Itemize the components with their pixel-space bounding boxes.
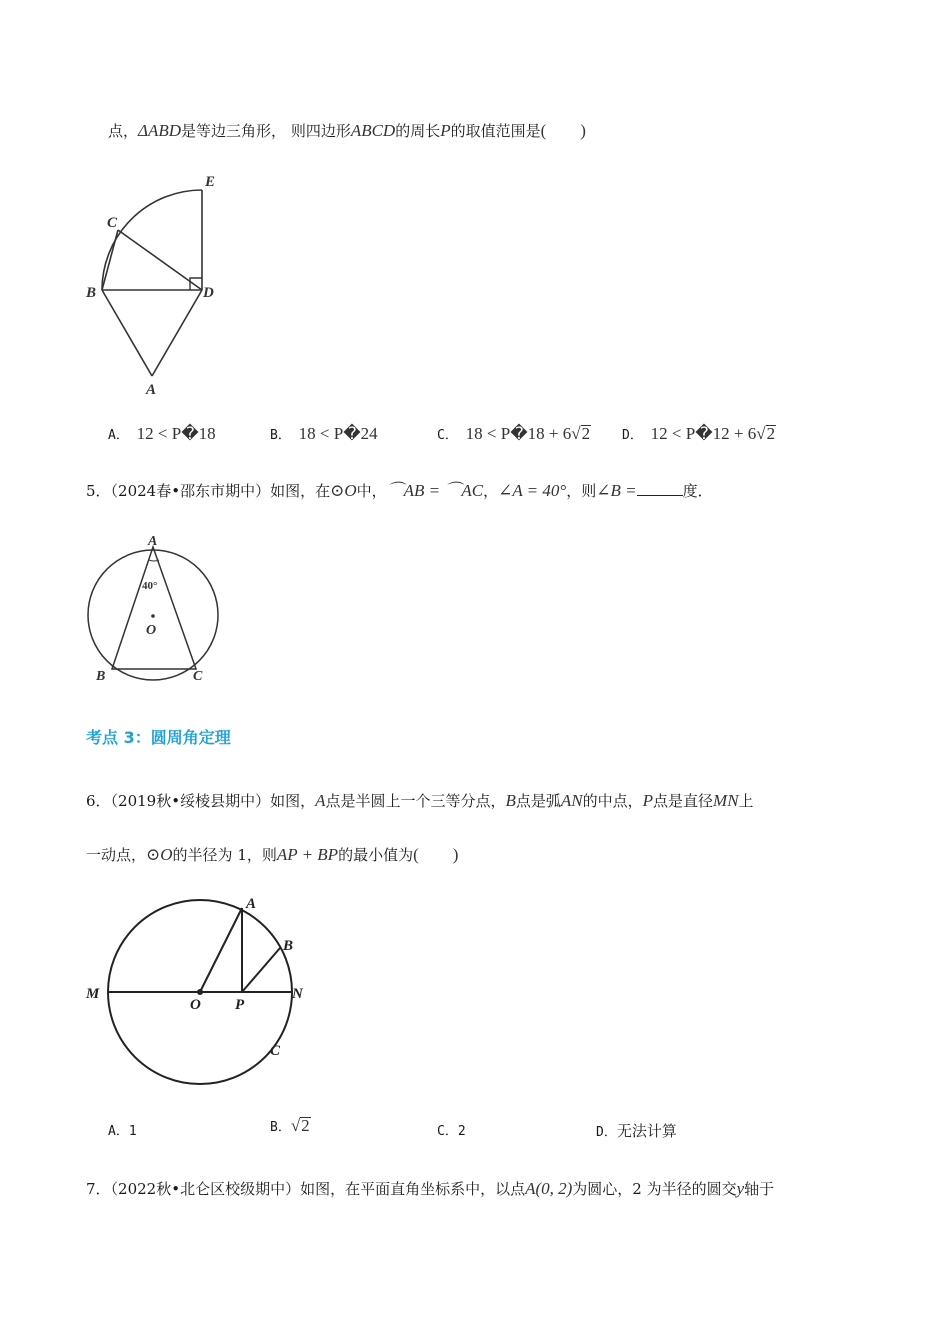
q6-label-b: B [283, 938, 294, 954]
q6-segment-oa [200, 908, 242, 992]
q5-label-b: B [96, 669, 106, 684]
q6-figure [80, 888, 320, 1088]
q6-option-c: C．2 [437, 1124, 466, 1139]
q4-stem: 点，ΔABD是等边三角形， 则四边形ABCD的周长P的取值范围是( ) [108, 121, 586, 140]
q5-label-o: O [146, 623, 157, 638]
q4-figure [80, 170, 240, 400]
q6-label-p: P [235, 997, 245, 1013]
q4-label-e: E [205, 174, 216, 190]
q5-stem: 5．（2024春•邵东市期中）如图，在⊙O中，⌒AB = ⌒AC，∠A = 40°，则∠B = 度． [86, 481, 713, 500]
q6-label-o: O [190, 997, 201, 1013]
q5-triangle [112, 547, 196, 669]
q6-stem-line2: 一动点，⊙O的半径为 1，则AP + BP的最小值为( ) [86, 845, 459, 864]
q6-option-b: B．√2 [270, 1116, 310, 1135]
q5-answer-blank[interactable] [637, 481, 683, 496]
q4-label-d: D [203, 285, 214, 301]
q4-arc [102, 190, 202, 290]
q5-label-angle: 40° [142, 580, 158, 592]
q4-option-b: B． 18 < P�24 [270, 424, 378, 443]
q6-label-n: N [292, 986, 303, 1002]
q4-label-a: A [146, 382, 157, 398]
q4-segment-bc [102, 230, 118, 290]
q4-label-b: B [86, 285, 97, 301]
section-heading: 考点 3：圆周角定理 [86, 728, 231, 747]
q5-center-dot [151, 614, 155, 618]
q5-figure [80, 530, 230, 690]
q5-angle-arc [149, 560, 159, 561]
q4-option-a: A． 12 < P�18 [108, 424, 216, 443]
q6-label-a: A [246, 896, 257, 912]
q7-stem: 7．（2022秋•北仑区校级期中）如图，在平面直角坐标系中，以点A(0, 2)为圆心，2 为半径的圆交y轴于 [86, 1179, 775, 1198]
q4-segment-da [152, 290, 202, 376]
q6-center-dot [197, 989, 203, 995]
q5-label-c: C [193, 669, 203, 684]
q6-stem-line1: 6．（2019秋•绥棱县期中）如图，A点是半圆上一个三等分点，B点是弧AN的中点，P点是直径MN上 [86, 791, 754, 810]
q4-option-c: C． 18 < P�18 + 6√2 [437, 424, 591, 443]
q4-segment-ba [102, 290, 152, 376]
q6-segment-pb [242, 948, 280, 992]
q4-label-c: C [107, 215, 118, 231]
q6-option-d: D．无法计算 [596, 1122, 677, 1140]
q6-option-a: A．1 [108, 1124, 137, 1139]
q6-label-c: C [270, 1043, 281, 1059]
q5-label-a: A [148, 534, 158, 549]
q6-label-m: M [86, 986, 100, 1002]
q4-option-d: D． 12 < P�12 + 6√2 [622, 424, 776, 443]
